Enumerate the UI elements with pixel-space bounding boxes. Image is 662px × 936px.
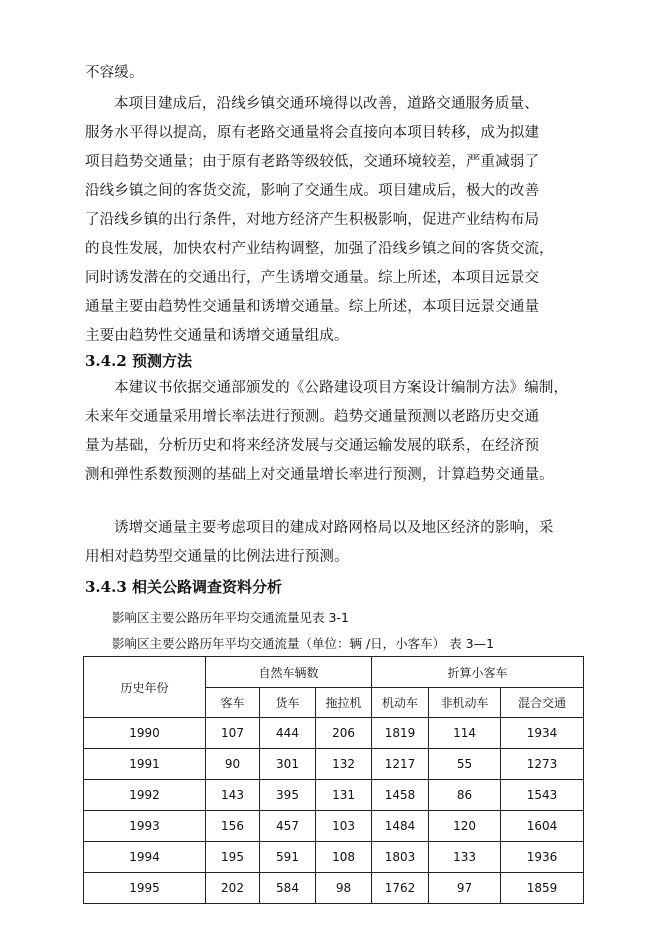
table-cell: 103: [316, 811, 372, 842]
table-reference-caption: 影响区主要公路历年平均交通流量见表 3-1: [112, 610, 349, 625]
table-cell: 143: [206, 780, 260, 811]
table-cell: 1762: [372, 873, 429, 904]
text-line: 未来年交通量采用增长率法进行预测。趋势交通量预测以老路历史交通: [85, 409, 540, 425]
table-cell: 1994: [84, 842, 206, 873]
table-row: [84, 811, 584, 842]
table-cell: 444: [260, 718, 316, 749]
header-motor-vehicle: 机动车: [372, 688, 429, 718]
table-cell: 1803: [372, 842, 429, 873]
section-heading-3-4-2: 3.4.2 预测方法: [85, 352, 192, 370]
table-cell: 120: [429, 811, 501, 842]
paragraph-forecast-method: [85, 374, 585, 490]
table-row: [84, 780, 584, 811]
table-cell: 1543: [501, 780, 584, 811]
table-cell: 114: [429, 718, 501, 749]
table-row: [84, 842, 584, 873]
table-cell: 98: [316, 873, 372, 904]
table-row: [84, 718, 584, 749]
text-line: 诱增交通量主要考虑项目的建成对路网格局以及地区经济的影响，采: [114, 520, 554, 536]
table-cell: 591: [260, 842, 316, 873]
table-cell: 1936: [501, 842, 584, 873]
text-line: 通量主要由趋势性交通量和诱增交通量。综上所述，本项目远景交通量: [85, 299, 540, 315]
section-heading-3-4-3: 3.4.3 相关公路调查资料分析: [85, 578, 282, 596]
table-cell: 195: [206, 842, 260, 873]
text-line: 本项目建成后，沿线乡镇交通环境得以改善，道路交通服务质量、: [114, 96, 539, 112]
table-cell: 55: [429, 749, 501, 780]
text-line: 了沿线乡镇的出行条件，对地方经济产生积极影响，促进产业结构布局: [85, 212, 540, 228]
table-caption: 影响区主要公路历年平均交通流量（单位：辆 /日，小客车） 表 3—1: [112, 636, 495, 651]
table-cell: 86: [429, 780, 501, 811]
text-line: 服务水平得以提高，原有老路交通量将会直接向本项目转移，成为拟建: [85, 125, 540, 141]
text-line: 测和弹性系数预测的基础上对交通量增长率进行预测，计算趋势交通量。: [85, 467, 554, 483]
header-truck: 货车: [260, 688, 316, 718]
table-cell: 1458: [372, 780, 429, 811]
text-line: 项目趋势交通量；由于原有老路等级较低，交通环境较差，严重减弱了: [85, 154, 540, 170]
table-cell: 132: [316, 749, 372, 780]
table-cell: 1484: [372, 811, 429, 842]
table-cell: 202: [206, 873, 260, 904]
table-cell: 1859: [501, 873, 584, 904]
table-cell: 108: [316, 842, 372, 873]
paragraph-traffic-composition: [85, 90, 585, 351]
table-cell: 1990: [84, 718, 206, 749]
text-line: 沿线乡镇之间的客货交流，影响了交通生成。项目建成后，极大的改善: [85, 183, 540, 199]
header-natural-vehicles: 自然车辆数: [206, 657, 372, 688]
header-non-motor-vehicle: 非机动车: [429, 688, 501, 718]
header-bus: 客车: [206, 688, 260, 718]
table-cell: 1217: [372, 749, 429, 780]
table-cell: 97: [429, 873, 501, 904]
table-cell: 131: [316, 780, 372, 811]
table-cell: 156: [206, 811, 260, 842]
text-line: 主要由趋势性交通量和诱增交通量组成。: [85, 328, 349, 344]
table-cell: 1604: [501, 811, 584, 842]
header-converted-cars: 折算小客车: [372, 657, 584, 688]
header-mixed-traffic: 混合交通: [501, 688, 584, 718]
header-tractor: 拖拉机: [316, 688, 372, 718]
table-cell: 395: [260, 780, 316, 811]
text-line: 不容缓。: [85, 65, 144, 81]
table-cell: 90: [206, 749, 260, 780]
table-cell: 457: [260, 811, 316, 842]
table-row: [84, 873, 584, 904]
text-line: 同时诱发潜在的交通出行，产生诱增交通量。综上所述，本项目远景交: [85, 270, 540, 286]
table-cell: 1993: [84, 811, 206, 842]
table-cell: 1934: [501, 718, 584, 749]
traffic-volume-table: [83, 656, 584, 904]
table-cell: 1819: [372, 718, 429, 749]
table-cell: 107: [206, 718, 260, 749]
intro-line: [85, 59, 585, 88]
paragraph-induced-traffic: [85, 514, 585, 572]
table-cell: 1273: [501, 749, 584, 780]
text-line: 本建议书依据交通部颁发的《公路建设项目方案设计编制方法》编制，: [114, 380, 569, 396]
text-line: 的良性发展，加快农村产业结构调整，加强了沿线乡镇之间的客货交流，: [85, 241, 554, 257]
header-year: 历史年份: [84, 657, 206, 718]
text-line: 用相对趋势型交通量的比例法进行预测。: [85, 549, 349, 565]
table-cell: 1992: [84, 780, 206, 811]
table-cell: 301: [260, 749, 316, 780]
text-line: 量为基础，分析历史和将来经济发展与交通运输发展的联系，在经济预: [85, 438, 540, 454]
table-cell: 1991: [84, 749, 206, 780]
table-row: [84, 749, 584, 780]
table-cell: 1995: [84, 873, 206, 904]
table-cell: 584: [260, 873, 316, 904]
table-cell: 206: [316, 718, 372, 749]
table-cell: 133: [429, 842, 501, 873]
